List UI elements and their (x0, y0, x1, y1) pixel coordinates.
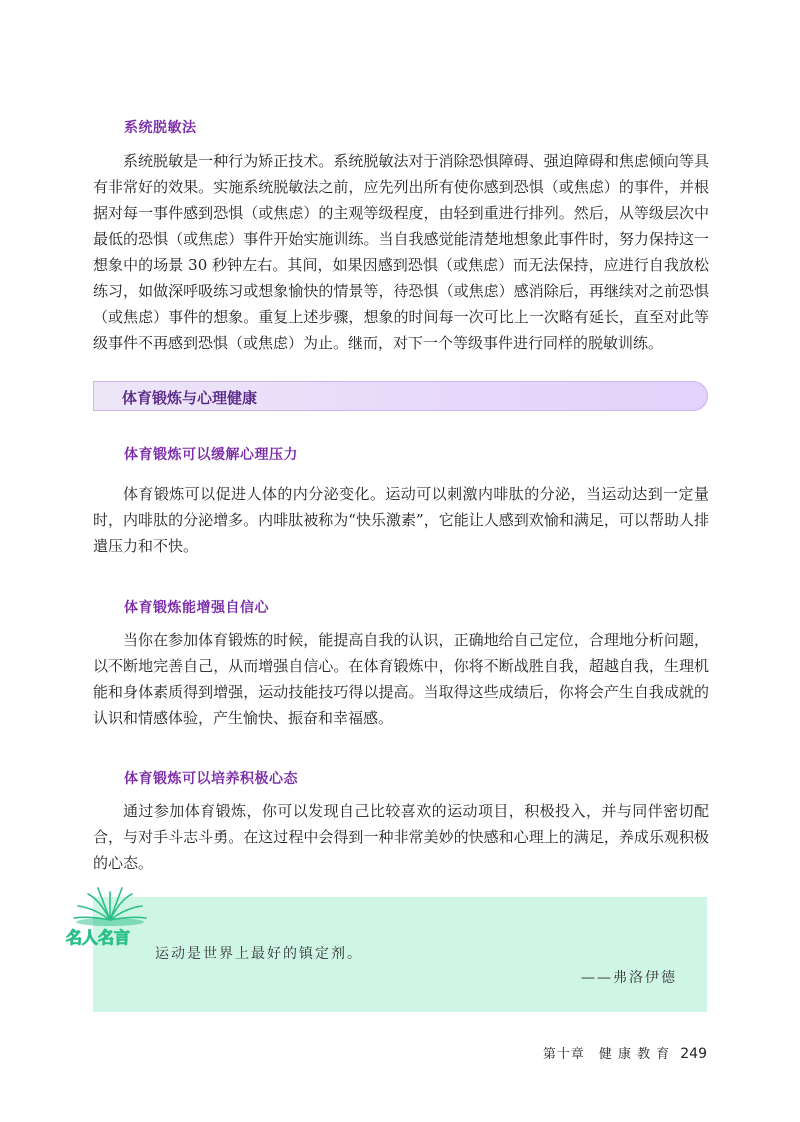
section-heading-desensitization: 系统脱敏法 (124, 120, 197, 136)
section-banner (93, 381, 708, 411)
quote-author: ——弗洛伊德 (581, 970, 677, 986)
page-footer (543, 1043, 707, 1062)
paragraph-confidence: 当你在参加体育锻炼的时候，能提高自我的认识，正确地给自己定位，合理地分析问题，以不断地完善自己，从而增强自信心。在体育锻炼中，你将不断战胜自我，超越自我，生理机能和身体素质得到增强，运动技能技巧得以提高。当取得这些成绩后，你将会产生自我成就的认识和情感体验，产生愉快、振奋和幸福感。 (93, 631, 709, 727)
section-heading-confidence: 体育锻炼能增强自信心 (124, 600, 269, 616)
badge-label: 名人名言 (66, 928, 131, 947)
chapter-label: 第十章 健 康 教 育 (542, 1047, 671, 1062)
paragraph-desensitization: 系统脱敏是一种行为矫正技术。系统脱敏法对于消除恐惧障碍、强迫障碍和焦虑倾向等具有非常好的效果。实施系统脱敏法之前，应先列出所有使你感到恐惧（或焦虑）的事件，并根据对每一事件感到恐惧（或焦虑）的主观等级程度，由轻到重进行排列。然后，从等级层次中最低的恐惧（或焦虑）事件开始实施训练。当自我感觉能清楚地想象此事件时，努力保持这一想象中的场景 30 秒钟左右。其间，如果因感到恐惧（或焦虑）而无法保持，应进行自我放松练习，如做深呼吸练习或想象愉快的情景等，待恐惧（或焦虑）感消除后，再继续对之前恐惧（或焦虑）事件的想象。重复上述步骤，想象的时间每一次可比上一次略有延长，直至对此等级事件不再感到恐惧（或焦虑）为止。继而，对下一个等级事件进行同样的脱敏训练。 (93, 152, 709, 352)
quote-text: 运动是世界上最好的镇定剂。 (155, 946, 363, 962)
section-heading-positive-attitude: 体育锻炼可以培养积极心态 (124, 771, 298, 787)
famous-quote-badge (60, 880, 160, 970)
page-number: 249 (680, 1046, 707, 1062)
grass-icon (60, 880, 160, 930)
section-heading-stress: 体育锻炼可以缓解心理压力 (124, 447, 298, 463)
banner-title: 体育锻炼与心理健康 (122, 389, 258, 407)
paragraph-positive-attitude: 通过参加体育锻炼，你可以发现自己比较喜欢的运动项目，积极投入，并与同伴密切配合，与对手斗志斗勇。在这过程中会得到一种非常美妙的快感和心理上的满足，养成乐观积极的心态。 (93, 802, 709, 872)
paragraph-stress: 体育锻炼可以促进人体的内分泌变化。运动可以刺激内啡肽的分泌，当运动达到一定量时，内啡肽的分泌增多。内啡肽被称为“快乐激素”，它能让人感到欢愉和满足，可以帮助人排遣压力和不快。 (93, 485, 709, 555)
famous-quote-box (93, 897, 707, 1012)
